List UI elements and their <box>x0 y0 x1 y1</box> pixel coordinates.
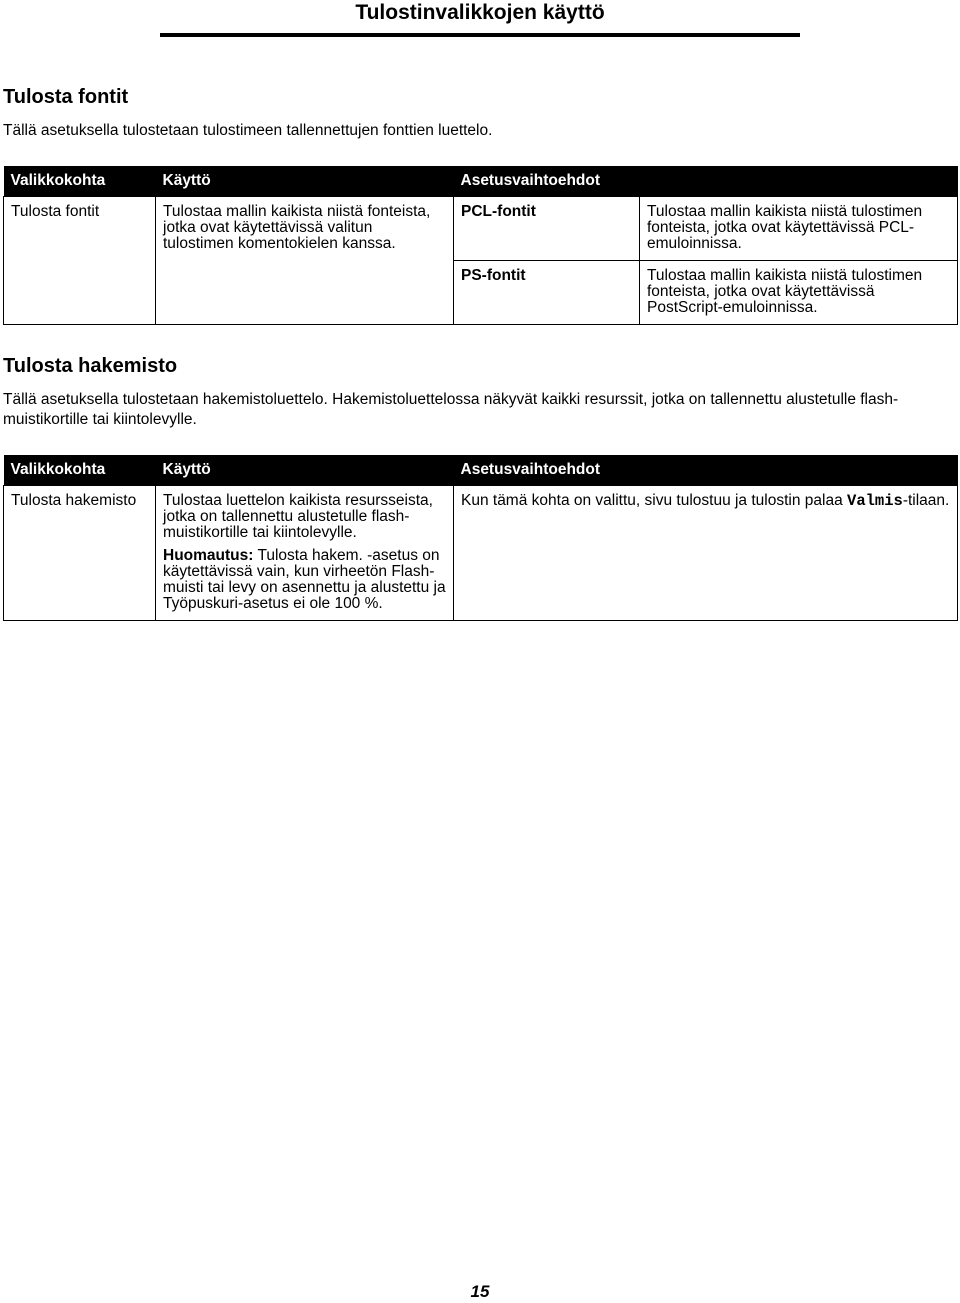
option-description-cell: Tulostaa mallin kaikista niistä tulostimen fonteista, jotka ovat käytettävissä PostScript-emuloinnissa. <box>640 261 958 325</box>
option-text-after: -tilaan. <box>902 492 950 509</box>
column-header-valikkokohta: Valikkokohta <box>4 455 156 486</box>
table-row <box>4 486 958 621</box>
menu-table-tulosta-fontit <box>3 166 958 325</box>
section-heading-tulosta-hakemisto: Tulosta hakemisto <box>3 355 178 377</box>
column-header-kaytto: Käyttö <box>156 166 454 197</box>
table-header-row <box>4 455 958 486</box>
table-header-row <box>4 166 958 197</box>
menu-item-cell: Tulosta hakemisto <box>4 486 156 621</box>
column-header-asetusvaihtoehdot: Asetusvaihtoehdot <box>454 166 958 197</box>
column-header-kaytto: Käyttö <box>156 455 454 486</box>
option-description-cell: Tulostaa mallin kaikista niistä tulostimen fonteista, jotka ovat käytettävissä PCL-emuloinnissa. <box>640 197 958 261</box>
table-row <box>4 197 958 261</box>
note-label: Huomautus: <box>163 547 254 564</box>
section-intro-tulosta-fontit: Tällä asetuksella tulostetaan tulostimeen tallennettujen fonttien luettelo. <box>3 122 493 139</box>
note-text: Tulosta hakem. -asetus on käytettävissä vain, kun virheetön Flash-muisti tai levy on asennettu ja alustettu ja Työpuskuri-asetus ei ole 100 %. <box>163 547 446 612</box>
option-name-cell: PS-fontit <box>454 261 640 325</box>
option-name-cell: PCL-fontit <box>454 197 640 261</box>
section-intro-tulosta-hakemisto: Tällä asetuksella tulostetaan hakemistoluettelo. Hakemistoluettelossa näkyvät kaikki resurssit, jotka on tallennettu alustetulle flash-muistikortille tai kiintolevylle. <box>3 391 899 428</box>
option-text-before: Kun tämä kohta on valittu, sivu tulostuu ja tulostin palaa <box>461 492 848 509</box>
page-number: 15 <box>470 1282 490 1301</box>
page-header-title: Tulostinvalikkojen käyttö <box>355 1 605 24</box>
menu-table-tulosta-hakemisto <box>3 455 958 621</box>
menu-item-cell: Tulosta fontit <box>4 197 156 325</box>
option-description-cell <box>454 486 958 621</box>
option-mono-value: Valmis <box>847 492 903 510</box>
usage-cell: Tulostaa mallin kaikista niistä fonteista, jotka ovat käytettävissä valitun tulostimen komentokielen kanssa. <box>156 197 454 325</box>
usage-cell <box>156 486 454 621</box>
column-header-valikkokohta: Valikkokohta <box>4 166 156 197</box>
section-heading-tulosta-fontit: Tulosta fontit <box>3 86 129 108</box>
column-header-asetusvaihtoehdot: Asetusvaihtoehdot <box>454 455 958 486</box>
usage-text: Tulostaa luettelon kaikista resursseista, jotka on tallennettu alustetulle flash-muistikortille tai kiintolevylle. <box>163 492 433 541</box>
usage-note <box>163 548 446 612</box>
header-rule <box>160 33 800 37</box>
